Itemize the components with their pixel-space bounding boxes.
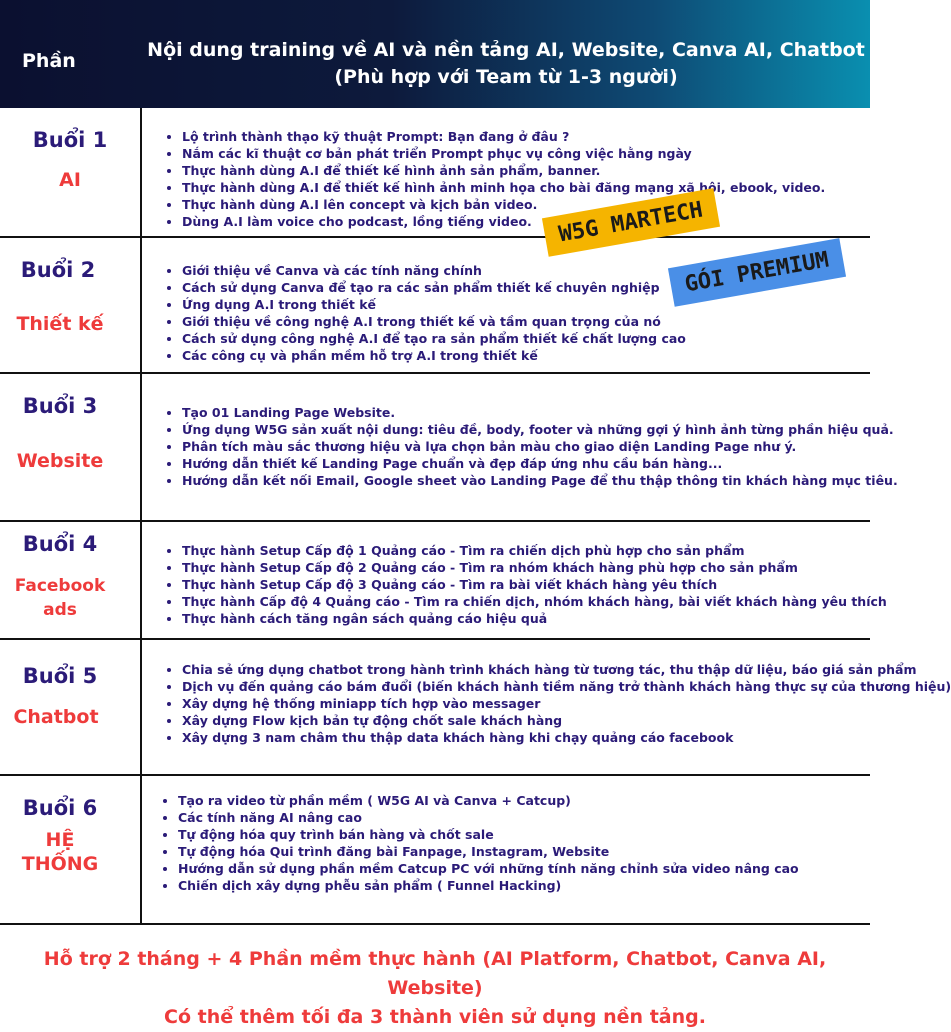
session-4-title: Buổi 4 [22, 532, 98, 556]
session-6-subject-line-2: THỐNG [21, 853, 99, 875]
list-item: • Hướng dẫn sử dụng phần mềm Catcup PC với những tính năng chỉnh sửa video nâng cao [178, 860, 799, 877]
session-3-subject: Website [16, 450, 104, 472]
row-divider [0, 236, 870, 238]
session-1-subject: AI [59, 169, 81, 191]
session-4-subject-line-1: Facebook [14, 576, 106, 596]
session-4-subject-line-2: ads [43, 600, 77, 620]
list-item: • Hướng dẫn kết nối Email, Google sheet vào Landing Page để thu thập thông tin khách hàng mục tiêu. [182, 472, 898, 489]
list-item: • Thực hành Cấp độ 4 Quảng cáo - Tìm ra chiến dịch, nhóm khách hàng, bài viết khách hàng yêu thích [182, 593, 887, 610]
title-line-1: Nội dung training về AI và nền tảng AI, Website, Canva AI, Chatbot [147, 39, 865, 61]
list-item: • Cách sử dụng Canva để tạo ra các sản phẩm thiết kế chuyên nghiệp [182, 279, 686, 296]
row-divider [0, 520, 870, 522]
list-item: • Các tính năng AI nâng cao [178, 809, 799, 826]
list-item: • Thực hành dùng A.I để thiết kế hình ảnh minh họa cho bài đăng mạng xã hội, ebook, video. [182, 179, 825, 196]
session-2-list [164, 262, 686, 364]
session-1-list [164, 128, 825, 230]
session-5-list [164, 661, 951, 746]
list-item: • Chia sẻ ứng dụng chatbot trong hành trình khách hàng từ tương tác, thu thập dữ liệu, báo giá sản phẩm [182, 661, 951, 678]
list-item: • Thực hành Setup Cấp độ 1 Quảng cáo - Tìm ra chiến dịch phù hợp cho sản phẩm [182, 542, 887, 559]
footer-line-1: Hỗ trợ 2 tháng + 4 Phần mềm thực hành (AI Platform, Chatbot, Canva AI, Website) [43, 948, 827, 999]
brand-badge: W5G MARTECH [542, 188, 720, 257]
row-divider [0, 923, 870, 925]
session-5-subject: Chatbot [13, 706, 99, 728]
list-item: • Ứng dụng W5G sản xuất nội dung: tiêu đề, body, footer và những gợi ý hình ảnh từng phần hiệu quả. [182, 421, 898, 438]
list-item: • Lộ trình thành thạo kỹ thuật Prompt: Bạn đang ở đâu ? [182, 128, 825, 145]
session-2-title: Buổi 2 [20, 258, 96, 282]
session-5-title: Buổi 5 [22, 664, 98, 688]
list-item: • Cách sử dụng công nghệ A.I để tạo ra sản phẩm thiết kế chất lượng cao [182, 330, 686, 347]
list-item: • Các công cụ và phần mềm hỗ trợ A.I trong thiết kế [182, 347, 686, 364]
session-6-subject [0, 828, 130, 876]
session-6-list [160, 792, 799, 894]
list-item: • Thực hành dùng A.I để thiết kế hình ảnh sản phẩm, banner. [182, 162, 825, 179]
column-label: Phần [22, 50, 76, 72]
list-item: • Thực hành dùng A.I lên concept và kịch bản video. [182, 196, 825, 213]
list-item: • Tạo 01 Landing Page Website. [182, 404, 898, 421]
footer-note [0, 945, 870, 1032]
title-line-2: (Phù hợp với Team từ 1-3 người) [334, 66, 678, 88]
list-item: • Tự động hóa Qui trình đăng bài Fanpage, Instagram, Website [178, 843, 799, 860]
list-item: • Xây dựng 3 nam châm thu thập data khách hàng khi chạy quảng cáo facebook [182, 729, 951, 746]
list-item: • Giới thiệu về Canva và các tính năng chính [182, 262, 686, 279]
session-3-title: Buổi 3 [22, 394, 98, 418]
session-6-subject-line-1: HỆ [45, 829, 75, 851]
session-4-subject [0, 574, 130, 622]
session-3-list [164, 404, 898, 489]
column-divider [140, 108, 142, 925]
package-badge: GÓI PREMIUM [668, 238, 846, 307]
list-item: • Chiến dịch xây dựng phễu sản phẩm ( Funnel Hacking) [178, 877, 799, 894]
footer-line-2: Có thể thêm tối đa 3 thành viên sử dụng nền tảng. [164, 1006, 706, 1028]
row-divider [0, 638, 870, 640]
list-item: • Ứng dụng A.I trong thiết kế [182, 296, 686, 313]
list-item: • Phân tích màu sắc thương hiệu và lựa chọn bản màu cho giao diện Landing Page như ý. [182, 438, 898, 455]
page-title [142, 37, 870, 91]
list-item: • Xây dựng Flow kịch bản tự động chốt sale khách hàng [182, 712, 951, 729]
table-header [0, 0, 870, 108]
session-6-title: Buổi 6 [22, 796, 98, 820]
list-item: • Thực hành cách tăng ngân sách quảng cáo hiệu quả [182, 610, 887, 627]
list-item: • Nắm các kĩ thuật cơ bản phát triển Prompt phục vụ công việc hằng ngày [182, 145, 825, 162]
row-divider [0, 774, 870, 776]
list-item: • Thực hành Setup Cấp độ 3 Quảng cáo - Tìm ra bài viết khách hàng yêu thích [182, 576, 887, 593]
row-divider [0, 372, 870, 374]
session-4-list [164, 542, 887, 627]
list-item: • Tạo ra video từ phần mềm ( W5G AI và Canva + Catcup) [178, 792, 799, 809]
list-item: • Giới thiệu về công nghệ A.I trong thiết kế và tầm quan trọng của nó [182, 313, 686, 330]
session-2-subject: Thiết kế [16, 313, 104, 335]
list-item: • Dùng A.I làm voice cho podcast, lồng tiếng video. [182, 213, 825, 230]
list-item: • Hướng dẫn thiết kế Landing Page chuẩn và đẹp đáp ứng nhu cầu bán hàng... [182, 455, 898, 472]
list-item: • Xây dựng hệ thống miniapp tích hợp vào messager [182, 695, 951, 712]
list-item: • Thực hành Setup Cấp độ 2 Quảng cáo - Tìm ra nhóm khách hàng phù hợp cho sản phẩm [182, 559, 887, 576]
session-1-title: Buổi 1 [32, 128, 108, 152]
list-item: • Dịch vụ đến quảng cáo bám đuổi (biến khách hành tiềm năng trở thành khách hàng thực sự của thương hiệu) [182, 678, 951, 695]
list-item: • Tự động hóa quy trình bán hàng và chốt sale [178, 826, 799, 843]
